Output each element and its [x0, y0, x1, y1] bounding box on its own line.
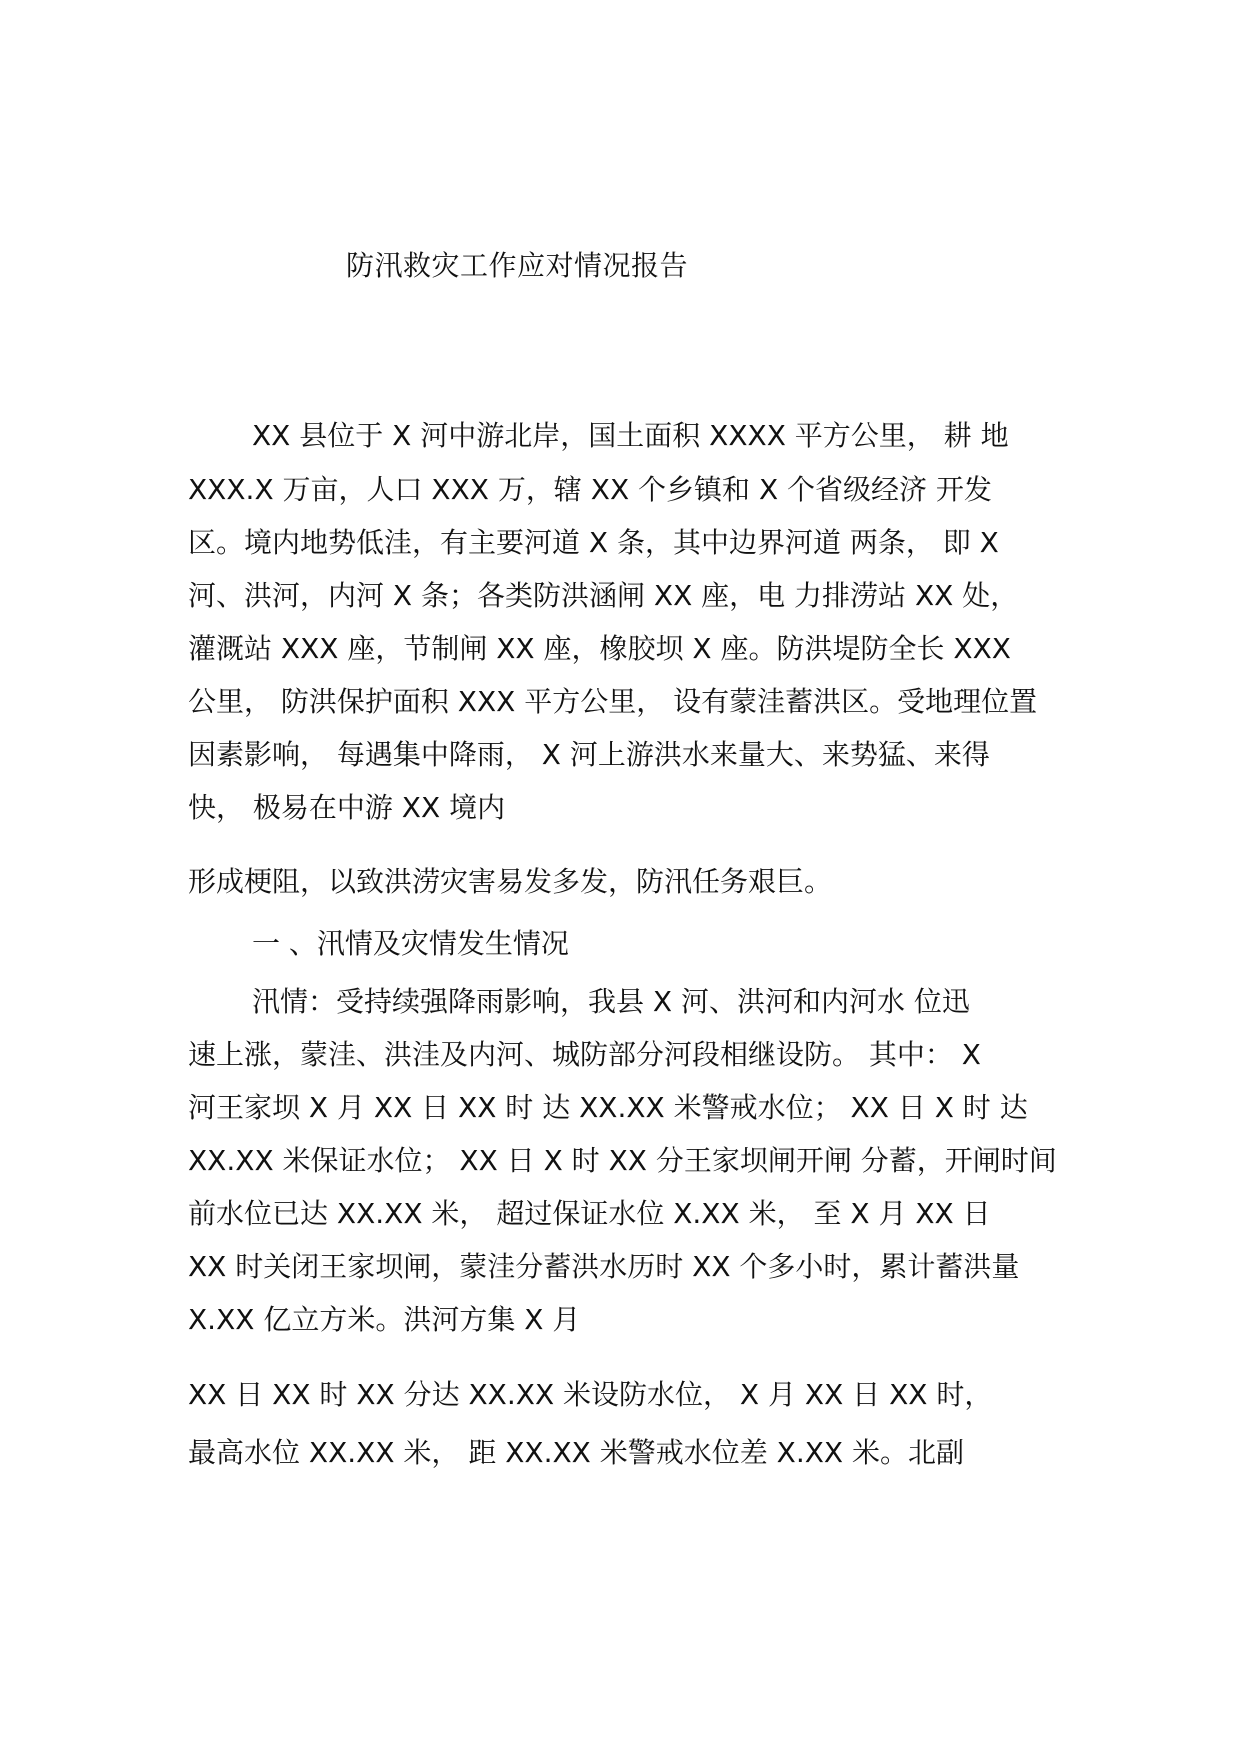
paragraph-line: 最高水位 XX.XX 米， 距 XX.XX 米警戒水位差 X.XX 米。北副	[188, 1436, 965, 1469]
paragraph-line: 因素影响， 每遇集中降雨， X 河上游洪水来量大、来势猛、来得	[188, 738, 990, 771]
paragraph-line: 快， 极易在中游 XX 境内	[188, 791, 506, 824]
paragraph-line: XX 日 XX 时 XX 分达 XX.XX 米设防水位， X 月 XX 日 XX 时，	[188, 1378, 993, 1411]
paragraph-line: XX 时关闭王家坝闸，蒙洼分蓄洪水历时 XX 个多小时，累计蓄洪量	[188, 1250, 1020, 1283]
paragraph-line: 灌溉站 XXX 座，节制闸 XX 座，橡胶坝 X 座。防洪堤防全长 XXX	[188, 632, 1011, 665]
document-title: 防汛救灾工作应对情况报告	[346, 249, 689, 282]
paragraph-line: XXX.X 万亩，人口 XXX 万，辖 XX 个乡镇和 X 个省级经济 开发	[188, 473, 992, 506]
paragraph-line: XX 县位于 X 河中游北岸，国土面积 XXXX 平方公里， 耕 地	[252, 419, 1009, 452]
paragraph-line: 汛情：受持续强降雨影响，我县 X 河、洪河和内河水 位迅	[252, 985, 970, 1018]
paragraph-line: X.XX 亿立方米。洪河方集 X 月	[188, 1303, 581, 1336]
section-heading: 一 、汛情及灾情发生情况	[252, 927, 569, 960]
paragraph-line: 速上涨，蒙洼、洪洼及内河、城防部分河段相继设防。 其中： X	[188, 1038, 981, 1071]
paragraph-line: 区。境内地势低洼，有主要河道 X 条，其中边界河道 两条， 即 X	[188, 526, 999, 559]
paragraph-line: 河、洪河，内河 X 条；各类防洪涵闸 XX 座，电 力排涝站 XX 处，	[188, 579, 1019, 612]
paragraph-line: 形成梗阻，以致洪涝灾害易发多发，防汛任务艰巨。	[188, 865, 833, 898]
paragraph-line: 河王家坝 X 月 XX 日 XX 时 达 XX.XX 米警戒水位； XX 日 X 时 达	[188, 1091, 1028, 1124]
paragraph-line: 公里， 防洪保护面积 XXX 平方公里， 设有蒙洼蓄洪区。受地理位置	[188, 685, 1038, 718]
paragraph-line: 前水位已达 XX.XX 米， 超过保证水位 X.XX 米， 至 X 月 XX 日	[188, 1197, 991, 1230]
paragraph-line: XX.XX 米保证水位； XX 日 X 时 XX 分王家坝闸开闸 分蓄，开闸时间	[188, 1144, 1057, 1177]
